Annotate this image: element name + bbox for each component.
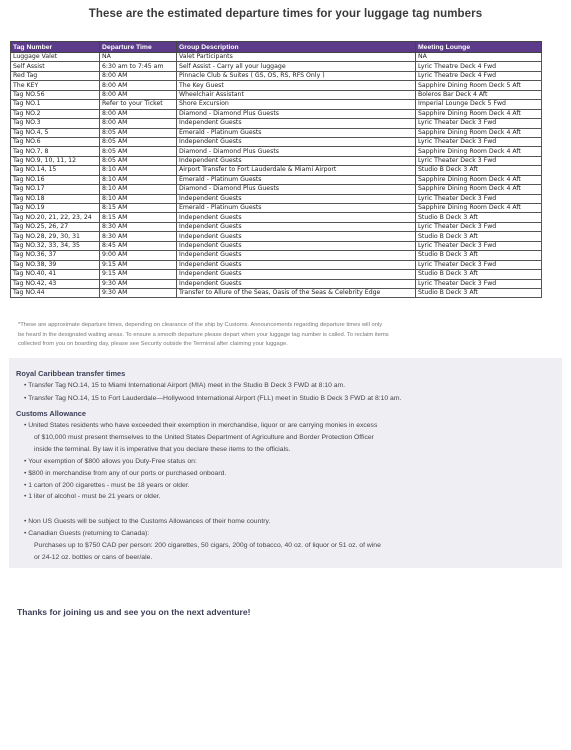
cell-tag-number: Tag NO.36, 37 (11, 251, 100, 260)
table-row (11, 185, 542, 194)
note-line: *These are approximate departure times, depending on clearance of the ship by Customs. Announcements regarding departure times will only (18, 322, 383, 328)
cell-meeting-lounge: Lyric Theater Deck 3 Fwd (416, 260, 542, 269)
table-row (11, 175, 542, 184)
cell-group-description: Diamond - Diamond Plus Guests (177, 185, 416, 194)
cell-group-description: Emerald - Platinum Guests (177, 204, 416, 213)
cell-departure-time: 9:00 AM (100, 251, 177, 260)
table-row (11, 156, 542, 165)
table-row (11, 109, 542, 118)
cell-departure-time: 8:05 AM (100, 128, 177, 137)
departure-note (18, 321, 538, 350)
cell-meeting-lounge: Studio B Deck 3 Aft (416, 288, 542, 297)
table-row (11, 62, 542, 71)
cell-tag-number: Tag NO.18 (11, 194, 100, 203)
note-line: be heard in the designated waiting areas. To ensure a smooth departure please depart when your luggage tag number is called. To reclaim items (18, 331, 389, 338)
cell-meeting-lounge: Sapphire Dining Room Deck 4 Aft (416, 128, 542, 137)
column-header-group-description: Group Description (177, 42, 416, 53)
cell-tag-number: Tag NO.14, 15 (11, 166, 100, 175)
table-row (11, 194, 542, 203)
transfer-title: Royal Caribbean transfer times (16, 369, 126, 378)
table-row (11, 279, 542, 288)
cell-tag-number: Luggage Valet (11, 53, 100, 62)
table-row (11, 128, 542, 137)
cell-meeting-lounge: Imperial Lounge Deck 5 Fwd (416, 100, 542, 109)
customs-line: • United States residents who have exceeded their exemption in merchandise, liquor or are carrying monies in excess (24, 422, 378, 429)
cell-meeting-lounge: Lyric Theater Deck 3 Fwd (416, 137, 542, 146)
table-row (11, 260, 542, 269)
cell-group-description: Shore Excursion (177, 100, 416, 109)
customs-title: Customs Allowance (16, 409, 86, 418)
table-row (11, 213, 542, 222)
cell-meeting-lounge: Sapphire Dining Room Deck 4 Aft (416, 204, 542, 213)
note-line: collected from you on boarding day, please see Security outside the Terminal after claiming your luggage. (18, 341, 288, 347)
table-row (11, 81, 542, 90)
table-row (11, 147, 542, 156)
cell-meeting-lounge: Sapphire Dining Room Deck 4 Aft (416, 109, 542, 118)
cell-tag-number: Tag NO.16 (11, 175, 100, 184)
table-row (11, 100, 542, 109)
table-row (11, 288, 542, 297)
cell-departure-time: 9:30 AM (100, 288, 177, 297)
cell-group-description: The Key Guest (177, 81, 416, 90)
cell-tag-number: Tag NO.25, 26, 27 (11, 222, 100, 231)
cell-group-description: Independent Guests (177, 137, 416, 146)
cell-tag-number: Tag NO.38, 39 (11, 260, 100, 269)
cell-departure-time: 8:10 AM (100, 166, 177, 175)
cell-tag-number: Tag NO.19 (11, 204, 100, 213)
customs-line: • Canadian Guests (returning to Canada): (24, 530, 150, 537)
cell-tag-number: Tag NO.7, 8 (11, 147, 100, 156)
cell-group-description: Self Assist - Carry all your luggage (177, 62, 416, 71)
cell-meeting-lounge: Lyric Theater Deck 3 Fwd (416, 119, 542, 128)
cell-group-description: Independent Guests (177, 241, 416, 250)
customs-line: inside the terminal. By law it is imperative that you declare these items to the officials. (34, 446, 291, 453)
cell-group-description: Diamond - Diamond Plus Guests (177, 109, 416, 118)
table-row (11, 232, 542, 241)
customs-line: • Your exemption of $800 allows you Duty-Free status on: (24, 458, 197, 465)
cell-meeting-lounge: Boleros Bar Deck 4 Aft (416, 90, 542, 99)
cell-departure-time: 8:00 AM (100, 119, 177, 128)
column-header-departure-time: Departure Time (100, 42, 177, 53)
cell-departure-time: 8:05 AM (100, 137, 177, 146)
cell-group-description: Emerald - Platinum Guests (177, 175, 416, 184)
transfer-line: • Transfer Tag NO.14, 15 to Miami International Airport (MIA) meet in the Studio B Deck 3 FWD at 8:10 am. (24, 382, 346, 389)
cell-tag-number: Tag NO.20, 21, 22, 23, 24 (11, 213, 100, 222)
cell-meeting-lounge: Lyric Theatre Deck 4 Fwd (416, 62, 542, 71)
table-body (11, 53, 542, 298)
cell-departure-time: 9:15 AM (100, 270, 177, 279)
departure-table (10, 41, 542, 298)
cell-group-description: Independent Guests (177, 222, 416, 231)
cell-tag-number: Self Assist (11, 62, 100, 71)
cell-departure-time: 8:00 AM (100, 71, 177, 80)
cell-group-description: Airport Transfer to Fort Lauderdale & Miami Airport (177, 166, 416, 175)
customs-line: Purchases up to $750 CAD per person: 200 cigarettes, 50 cigars, 200g of tobacco, 40 oz. of liquor or 51 oz. of wine (34, 542, 381, 549)
cell-tag-number: Tag NO.17 (11, 185, 100, 194)
cell-departure-time: 8:30 AM (100, 232, 177, 241)
cell-departure-time: 9:15 AM (100, 260, 177, 269)
customs-line: • 1 carton of 200 cigarettes - must be 18 years or older. (24, 482, 190, 489)
cell-group-description: Independent Guests (177, 232, 416, 241)
cell-departure-time: 8:00 AM (100, 81, 177, 90)
cell-meeting-lounge: Lyric Theatre Deck 4 Fwd (416, 71, 542, 80)
cell-meeting-lounge: Sapphire Dining Room Deck 4 Aft (416, 147, 542, 156)
cell-meeting-lounge: Sapphire Dining Room Deck 5 Aft (416, 81, 542, 90)
cell-meeting-lounge: Lyric Theater Deck 3 Fwd (416, 279, 542, 288)
cell-meeting-lounge: Lyric Theater Deck 3 Fwd (416, 156, 542, 165)
cell-meeting-lounge: Studio B Deck 3 Aft (416, 232, 542, 241)
cell-tag-number: Tag NO.32, 33, 34, 35 (11, 241, 100, 250)
customs-line: • $800 in merchandise from any of our ports or purchased onboard. (24, 470, 227, 477)
cell-tag-number: Red Tag (11, 71, 100, 80)
cell-group-description: Emerald - Platinum Guests (177, 128, 416, 137)
cell-group-description: Independent Guests (177, 194, 416, 203)
cell-departure-time: 8:00 AM (100, 90, 177, 99)
cell-tag-number: Tag NO.40, 41 (11, 270, 100, 279)
cell-group-description: Independent Guests (177, 119, 416, 128)
cell-group-description: Independent Guests (177, 156, 416, 165)
cell-departure-time: 8:00 AM (100, 109, 177, 118)
cell-tag-number: Tag NO.28, 29, 30, 31 (11, 232, 100, 241)
cell-group-description: Independent Guests (177, 279, 416, 288)
cell-meeting-lounge: Studio B Deck 3 Aft (416, 270, 542, 279)
thanks-message: Thanks for joining us and see you on the next adventure! (17, 607, 251, 617)
cell-departure-time: NA (100, 53, 177, 62)
cell-departure-time: 8:10 AM (100, 185, 177, 194)
cell-group-description: Pinnacle Club & Suites ( GS, OS, RS, RFS Only ) (177, 71, 416, 80)
cell-tag-number: Tag NO.1 (11, 100, 100, 109)
cell-group-description: Transfer to Allure of the Seas, Oasis of the Seas & Celebrity Edge (177, 288, 416, 297)
cell-meeting-lounge: Studio B Deck 3 Aft (416, 166, 542, 175)
table-row (11, 241, 542, 250)
cell-tag-number: Tag NO.9, 10, 11, 12 (11, 156, 100, 165)
cell-departure-time: 9:30 AM (100, 279, 177, 288)
cell-tag-number: Tag NO.6 (11, 137, 100, 146)
cell-meeting-lounge: Lyric Theater Deck 3 Fwd (416, 194, 542, 203)
cell-group-description: Wheelchair Assistant (177, 90, 416, 99)
table-row (11, 251, 542, 260)
page-title: These are the estimated departure times for your luggage tag numbers (88, 8, 483, 20)
cell-meeting-lounge: Lyric Theater Deck 3 Fwd (416, 222, 542, 231)
cell-group-description: Diamond - Diamond Plus Guests (177, 147, 416, 156)
cell-tag-number: Tag NO.42, 43 (11, 279, 100, 288)
customs-line: of $10,000 must present themselves to the United States Department of Agriculture and Border Protection Officer (34, 434, 374, 441)
table-row (11, 204, 542, 213)
cell-meeting-lounge: Studio B Deck 3 Aft (416, 251, 542, 260)
table-row (11, 270, 542, 279)
cell-departure-time: 8:15 AM (100, 213, 177, 222)
cell-meeting-lounge: Sapphire Dining Room Deck 4 Aft (416, 175, 542, 184)
cell-group-description: Independent Guests (177, 213, 416, 222)
column-header-meeting-lounge: Meeting Lounge (416, 42, 542, 53)
table-header-row (11, 42, 542, 53)
cell-meeting-lounge: NA (416, 53, 542, 62)
cell-departure-time: 8:30 AM (100, 222, 177, 231)
cell-departure-time: 8:45 AM (100, 241, 177, 250)
cell-tag-number: Tag NO.3 (11, 119, 100, 128)
table-row (11, 71, 542, 80)
cell-tag-number: Tag NO.44 (11, 288, 100, 297)
cell-tag-number: Tag NO.4, 5 (11, 128, 100, 137)
cell-departure-time: 8:15 AM (100, 204, 177, 213)
cell-departure-time: 8:10 AM (100, 175, 177, 184)
table-row (11, 222, 542, 231)
table-row (11, 166, 542, 175)
table-row (11, 137, 542, 146)
table-row (11, 119, 542, 128)
cell-tag-number: Tag NO.56 (11, 90, 100, 99)
column-header-tag-number: Tag Number (11, 42, 100, 53)
cell-departure-time: 8:05 AM (100, 147, 177, 156)
customs-line: • 1 liter of alcohol - must be 21 years or older. (24, 493, 161, 500)
cell-tag-number: The KEY (11, 81, 100, 90)
cell-departure-time: Refer to your Ticket (100, 100, 177, 109)
cell-group-description: Independent Guests (177, 260, 416, 269)
customs-line: or 24-12 oz. bottles or cans of beer/ale. (34, 554, 153, 561)
transfer-line: • Transfer Tag NO.14, 15 to Fort Lauderdale—Hollywood International Airport (FLL) meet in Studio B Deck 3 FWD at 8:10 am. (24, 395, 402, 402)
table-row (11, 90, 542, 99)
customs-line: • Non US Guests will be subject to the Customs Allowances of their home country. (24, 518, 271, 525)
cell-tag-number: Tag NO.2 (11, 109, 100, 118)
cell-departure-time: 6:30 am to 7:45 am (100, 62, 177, 71)
cell-group-description: Valet Participants (177, 53, 416, 62)
cell-departure-time: 8:05 AM (100, 156, 177, 165)
table-row (11, 53, 542, 62)
cell-meeting-lounge: Studio B Deck 3 Aft (416, 213, 542, 222)
cell-group-description: Independent Guests (177, 270, 416, 279)
cell-departure-time: 8:10 AM (100, 194, 177, 203)
cell-meeting-lounge: Sapphire Dining Room Deck 4 Aft (416, 185, 542, 194)
cell-meeting-lounge: Lyric Theater Deck 3 Fwd (416, 241, 542, 250)
cell-group-description: Independent Guests (177, 251, 416, 260)
